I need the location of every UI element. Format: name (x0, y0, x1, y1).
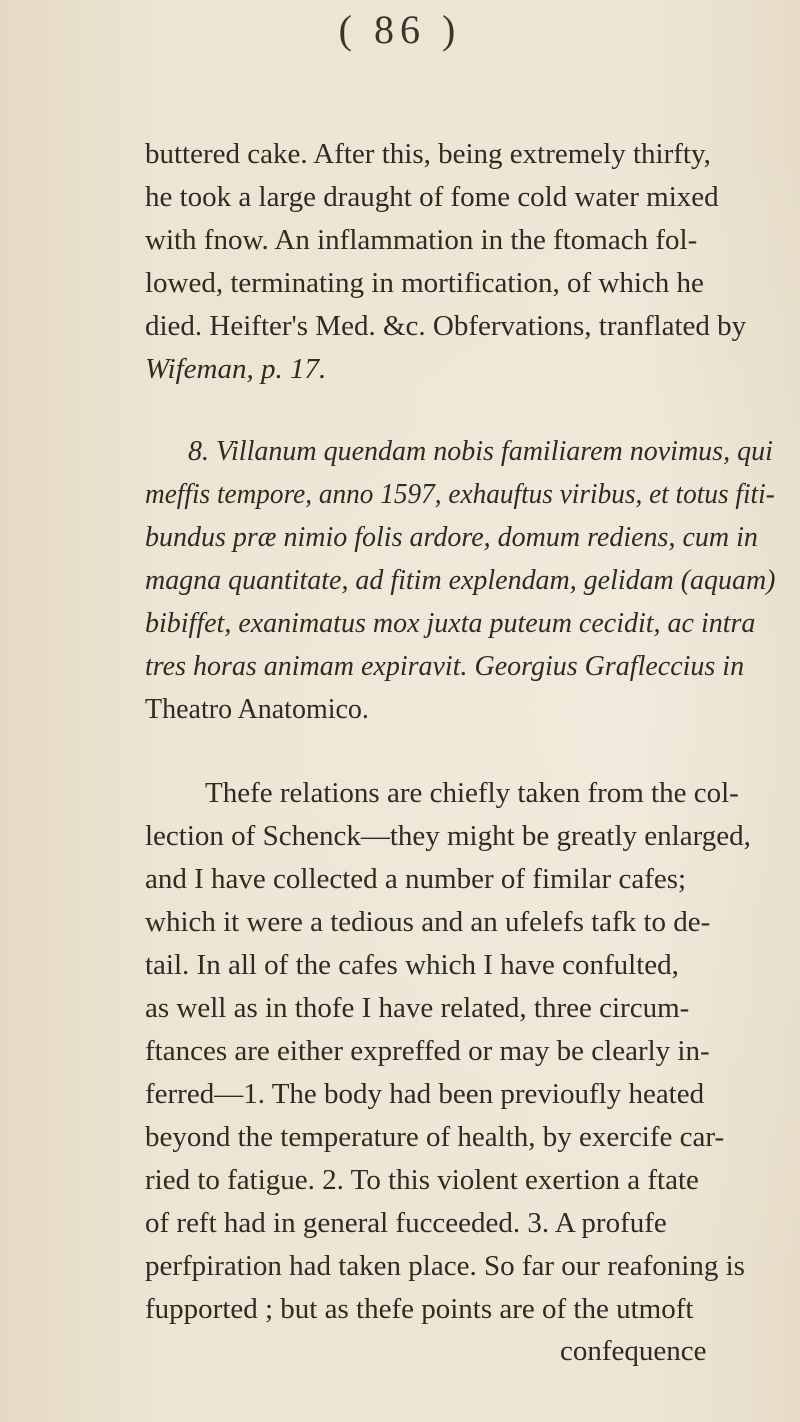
text-line: tail. In all of the cafes which I have confulted, (145, 949, 679, 981)
text-line: magna quantitate, ad fitim explendam, gelidam (aquam) (145, 565, 776, 596)
text-line: he took a large draught of fome cold water mixed (145, 181, 719, 213)
catchword: confequence (560, 1335, 707, 1367)
text-line: ftances are either expreffed or may be clearly in- (145, 1035, 710, 1067)
text-line: died. Heifter's Med. &c. Obfervations, tranflated by (145, 310, 747, 342)
text-line: bundus præ nimio folis ardore, domum rediens, cum in (145, 522, 758, 553)
text-line: beyond the temperature of health, by exercife car- (145, 1121, 725, 1153)
text-line: perfpiration had taken place. So far our reafoning is (145, 1250, 745, 1282)
text-line: bibiffet, exanimatus mox juxta puteum cecidit, ac intra (145, 608, 756, 639)
text-line: buttered cake. After this, being extremely thirfty, (145, 138, 711, 170)
text-line: of reft had in general fucceeded. 3. A profufe (145, 1207, 667, 1239)
text-line: lection of Schenck—they might be greatly enlarged, (145, 820, 751, 852)
text-line: fupported ; but as thefe points are of the utmoft (145, 1293, 694, 1325)
text-line: Thefe relations are chiefly taken from the col- (205, 777, 739, 809)
text-line: which it were a tedious and an ufelefs tafk to de- (145, 906, 711, 938)
text-line: as well as in thofe I have related, three circum- (145, 992, 690, 1024)
text-line: with fnow. An inflammation in the ftomach fol- (145, 224, 698, 256)
text-line: ferred—1. The body had been previoufly heated (145, 1078, 705, 1110)
text-line: ried to fatigue. 2. To this violent exertion a ftate (145, 1164, 699, 1196)
text-line: lowed, terminating in mortification, of which he (145, 267, 704, 299)
text-line: 8. Villanum quendam nobis familiarem novimus, qui (188, 436, 773, 467)
text-line: tres horas animam expiravit. Georgius Grafleccius in (145, 651, 745, 682)
text-line: and I have collected a number of fimilar cafes; (145, 863, 687, 895)
text-line: Theatro Anatomico. (145, 694, 369, 725)
text-line: Wifeman, p. 17. (145, 353, 327, 385)
page-number: ( 86 ) (338, 7, 462, 52)
text-line: meffis tempore, anno 1597, exhauftus viribus, et totus fiti- (145, 479, 775, 510)
